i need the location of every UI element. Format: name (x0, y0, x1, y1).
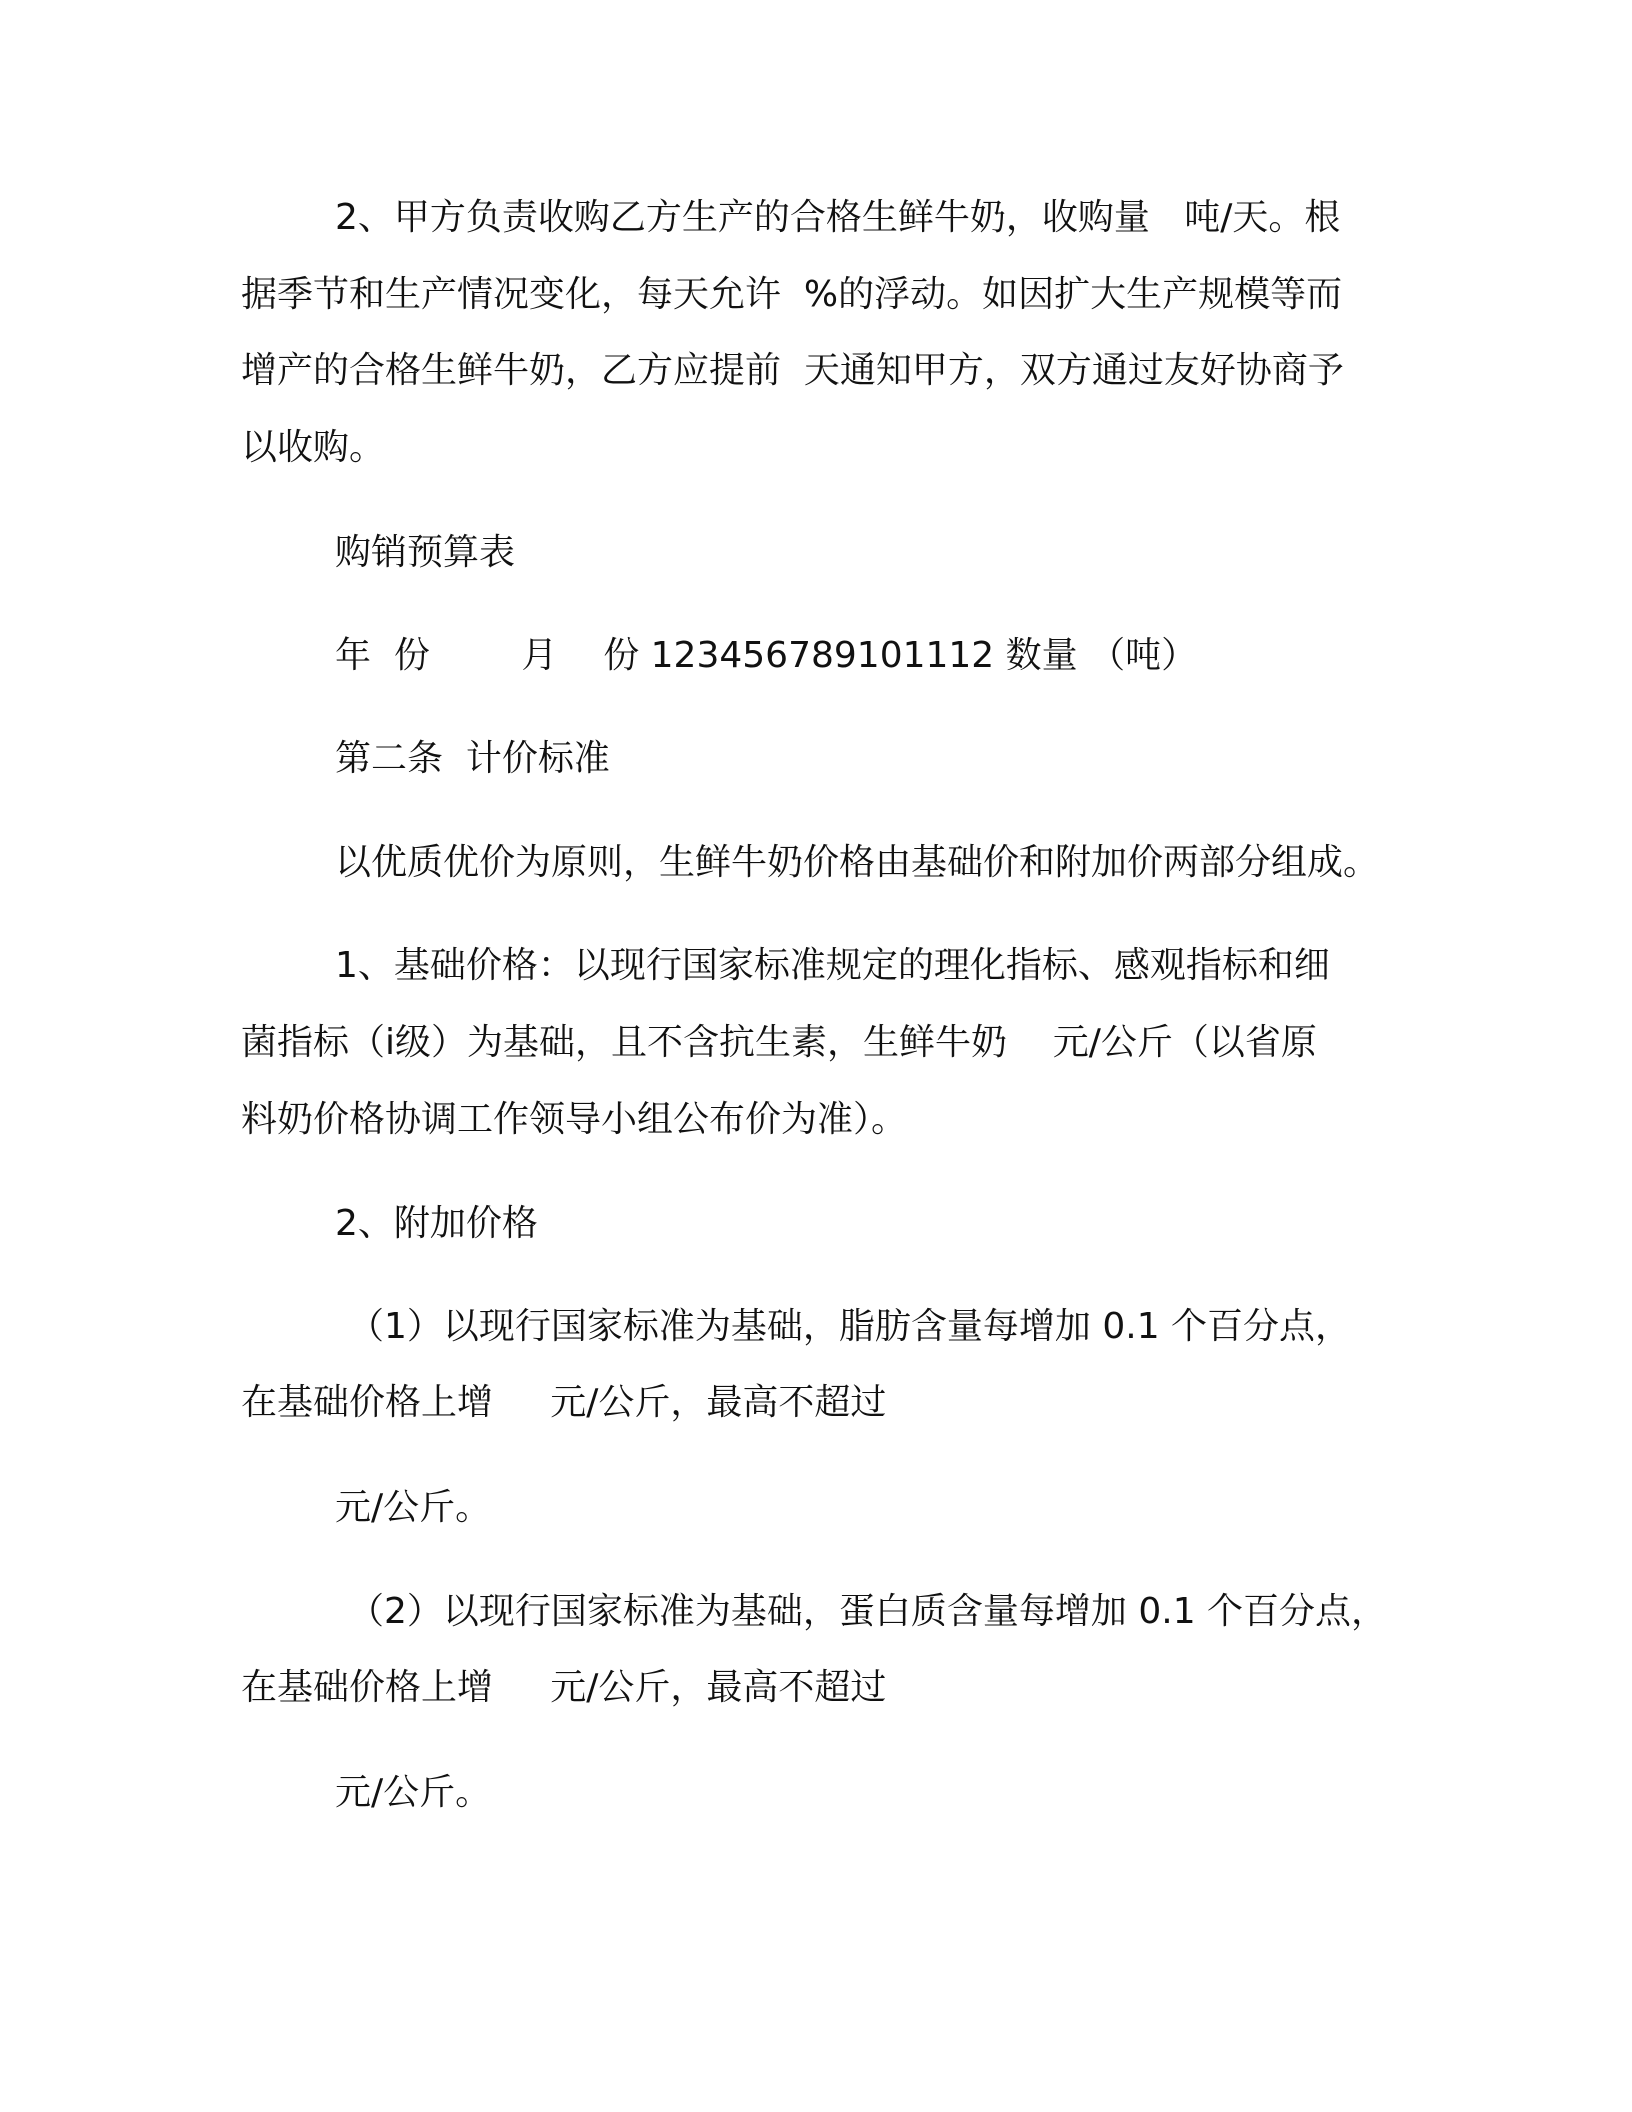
table-title: 购销预算表 (335, 532, 516, 573)
table-header: 年 份 月 份 123456789101112 数量 （吨） (335, 635, 1198, 676)
base-price-line: 菌指标（ⅰ级）为基础，且不含抗生素，生鲜牛奶 元/公斤（以省原 (241, 1022, 1317, 1063)
fat-line: （1）以现行国家标准为基础，脂肪含量每增加 0.1 个百分点， (348, 1306, 1352, 1347)
paragraph-line: 据季节和生产情况变化，每天允许 %的浮动。如因扩大生产规模等而 (241, 274, 1343, 315)
base-price-line: 料奶价格协调工作领导小组公布价为准）。 (241, 1099, 908, 1140)
base-price-line: 1、基础价格：以现行国家标准规定的理化指标、感观指标和细 (335, 945, 1330, 986)
fat-line: 元/公斤。 (335, 1487, 492, 1528)
fat-line: 在基础价格上增 元/公斤，最高不超过 (241, 1382, 887, 1423)
paragraph-line: 增产的合格生鲜牛奶，乙方应提前 天通知甲方，双方通过友好协商予 (241, 350, 1344, 391)
article-title: 第二条 计价标准 (335, 738, 610, 779)
section-title: 2、附加价格 (335, 1203, 538, 1244)
paragraph-line: 2、甲方负责收购乙方生产的合格生鲜牛奶，收购量 吨/天。根 (335, 197, 1341, 238)
protein-line: （2）以现行国家标准为基础，蛋白质含量每增加 0.1 个百分点， (348, 1591, 1388, 1632)
protein-line: 在基础价格上增 元/公斤，最高不超过 (241, 1667, 887, 1708)
principle-text: 以优质优价为原则，生鲜牛奶价格由基础价和附加价两部分组成。 (335, 842, 1380, 883)
protein-line: 元/公斤。 (335, 1772, 492, 1813)
paragraph-line: 以收购。 (241, 427, 386, 468)
